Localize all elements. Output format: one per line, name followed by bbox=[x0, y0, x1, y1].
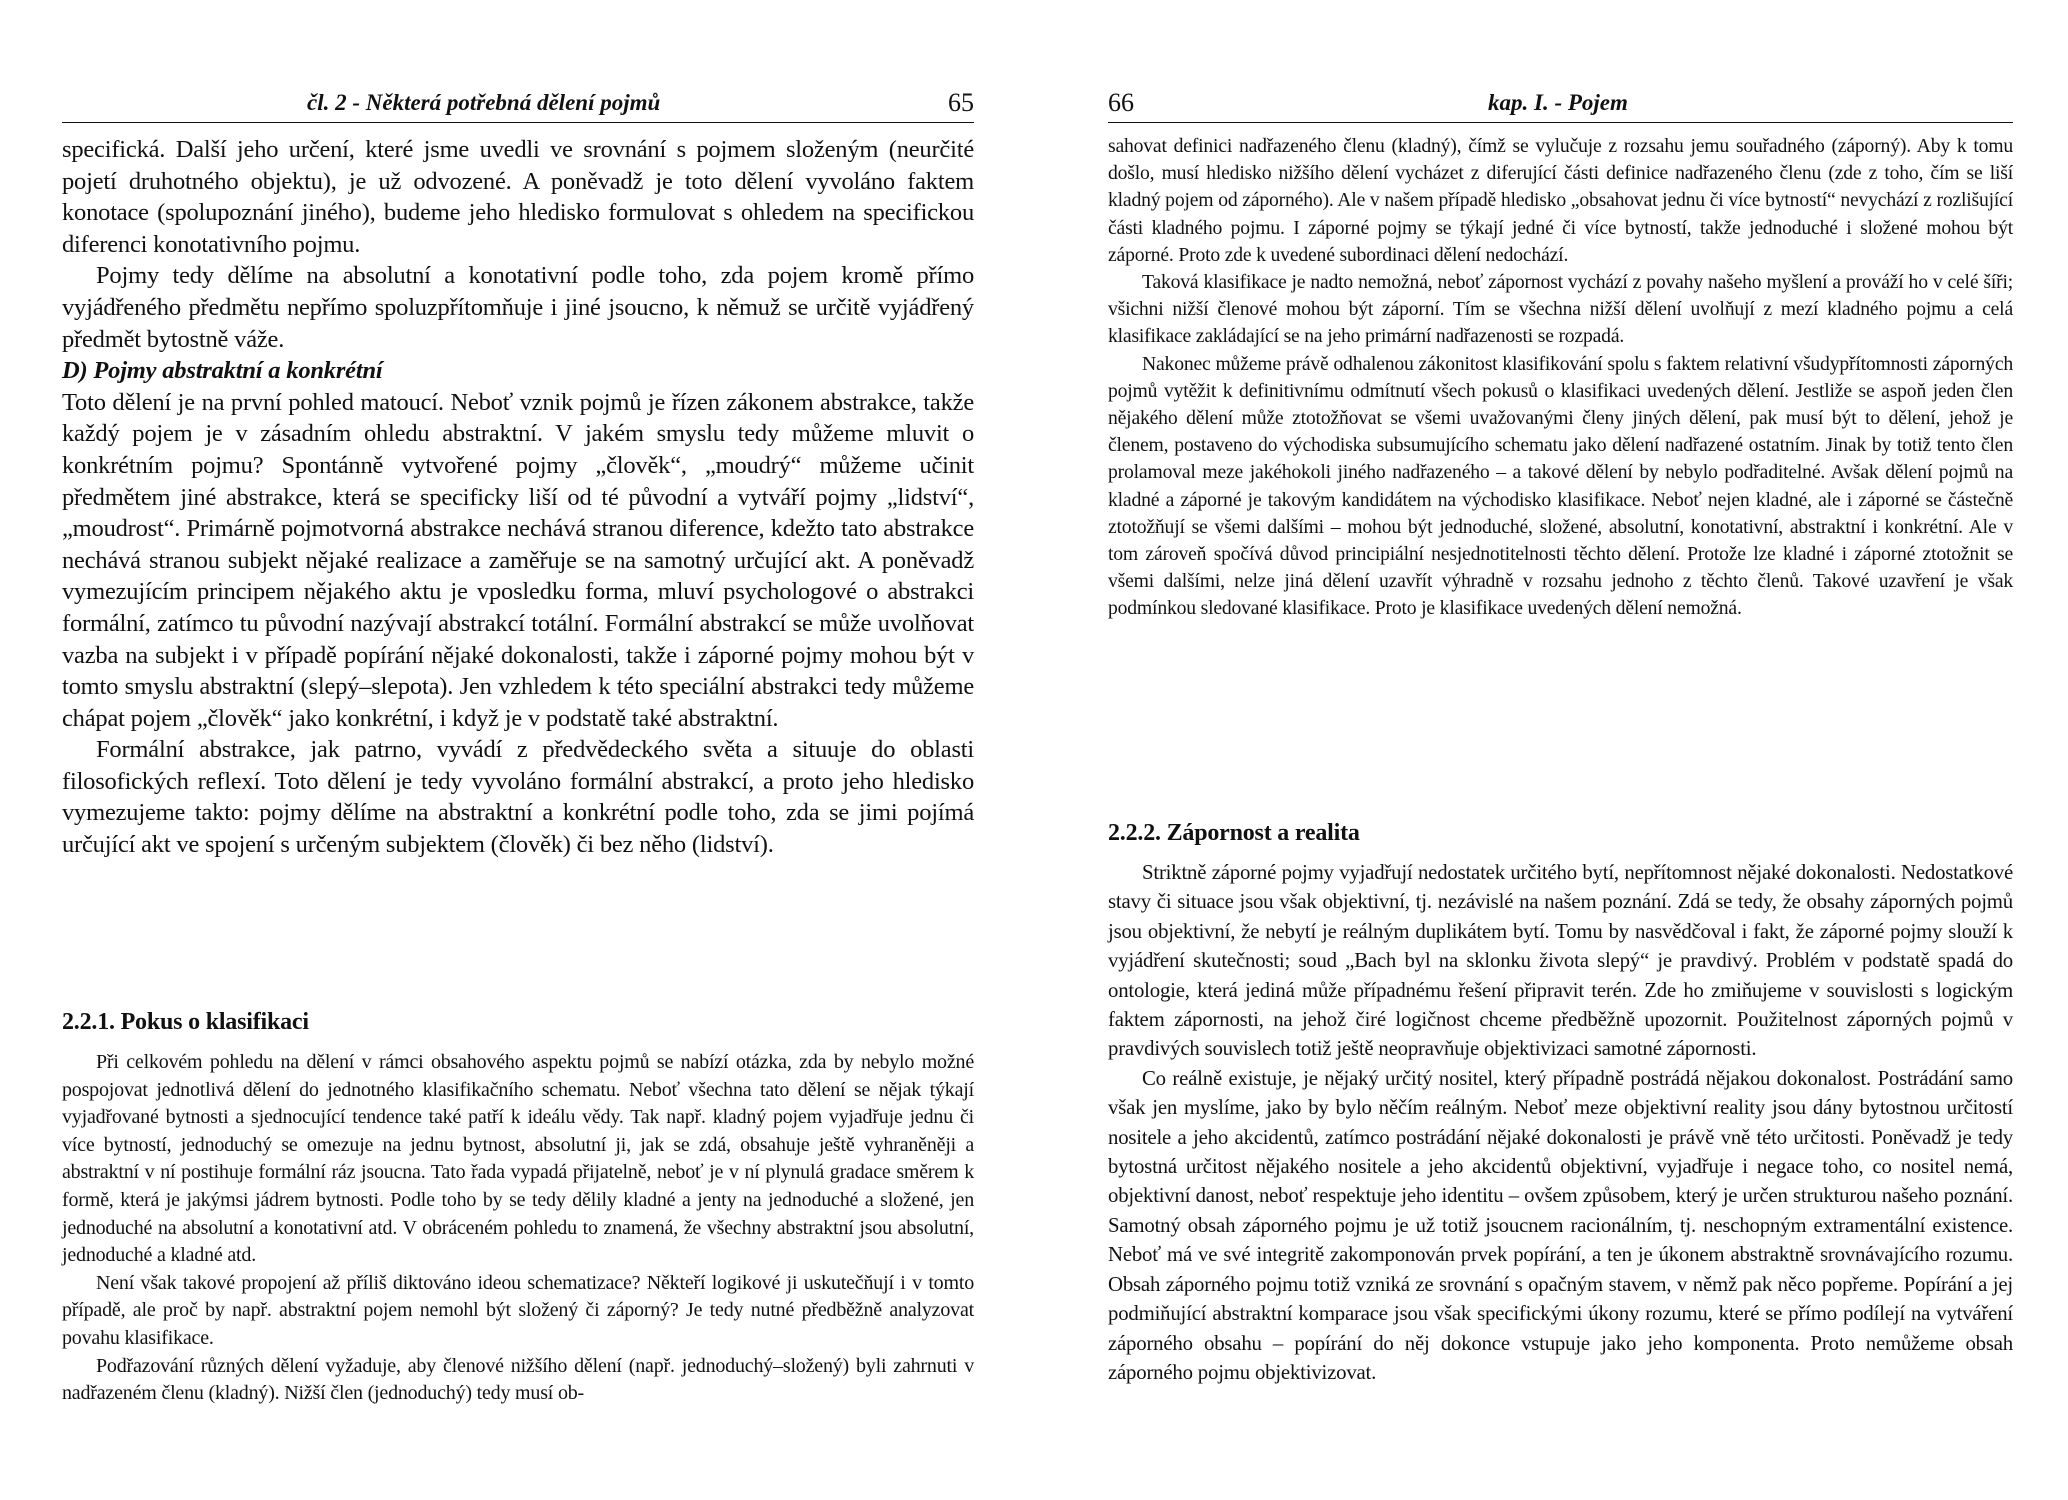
left-section bbox=[62, 1009, 974, 1036]
running-head-title: kap. I. - Pojem bbox=[1488, 90, 1628, 115]
running-head-title: čl. 2 - Některá potřebná dělení pojmů bbox=[307, 90, 661, 115]
left-body-main bbox=[62, 134, 974, 861]
paragraph: Taková klasifikace je nadto nemožná, neboť zápornost vychází z povahy našeho myšlení a prováží ho v celé šíři; všichni nižší členové mohou být záporní. Tím se všechna nižší dělení uvolňují z mezí kladného pojmu a celá klasifikace zakládající se na jeho primární nadřazenosti se rozpadá. bbox=[1108, 271, 2013, 348]
left-body-section bbox=[62, 1049, 974, 1408]
right-page-header bbox=[1108, 78, 2013, 123]
paragraph: specifická. Další jeho určení, které jsme uvedli ve srovnání s pojmem složeným (neurčité pojetí druhotného objektu), je už odvozené. A poněvadž je toto dělení vyvoláno faktem konotace (spolupoznání jiného), budeme jeho hledisko formulovat s ohledem na specifickou diferenci konotativního pojmu. bbox=[62, 136, 974, 258]
page-number: 65 bbox=[948, 88, 974, 117]
page-number: 66 bbox=[1108, 88, 1134, 117]
right-body-main bbox=[1108, 133, 2013, 623]
right-body-section bbox=[1108, 858, 2013, 1387]
right-section bbox=[1108, 820, 2013, 847]
paragraph: Nakonec můžeme právě odhalenou zákonitost klasifikování spolu s faktem relativní všudypřítomnosti záporných pojmů vytěžit k definitivnímu odmítnutí všech pokusů o klasifikaci uvedených dělení. Jestliže se aspoň jeden člen nějakého dělení může ztotožňovat se všemi uvažovanými členy jiných dělení, pak musí být to dělení, jehož je členem, postaveno do východiska subsumujícího schematu jako dělení nadřazené ostatním. Jinak by totiž tento člen prolamoval meze jakéhokoli jiného nadřazeného – a takové dělení by nebylo podřaditelné. Avšak dělení pojmů na kladné a záporné je takovým kandidátem na východisko klasifikace. Neboť nejen kladné, ale i záporné se částečně ztotožňují se všemi dalšími – mohou být jednoduché, složené, absolutní, konotativní, abstraktní i konkrétní. Ale v tom zároveň spočívá důvod principiální nesjednotitelnosti těchto dělení. Protože lze kladné i záporné ztotožnit se všemi dalšími, nelze jiná dělení uzavřít výhradně v rozsahu jednoho z těchto členů. Takové uzavření je však podmínkou sledované klasifikace. Proto je klasifikace uvedených dělení nemožná. bbox=[1108, 352, 2013, 620]
paragraph: Toto dělení je na první pohled matoucí. Neboť vznik pojmů je řízen zákonem abstrakce, takže každý pojem je v zásadním ohledu abstraktní. V jakém smyslu tedy můžeme mluvit o konkrétním pojmu? Spontánně vytvořené pojmy „člověk“, „moudrý“ můžeme učinit předmětem jiné abstrakce, která se specificky liší od té původní a vytváří pojmy „lidství“, „moudrost“. Primárně pojmotvorná abstrakce nechává stranou diference, kdežto tato abstrakce nechává stranou subjekt nějaké realizace a zaměřuje se na samotný určující akt. A poněvadž vymezujícím principem nějakého aktu je vposledku forma, mluví psychologové o abstrakci formální, zatímco tu původní nazývají abstrakcí totální. Formální abstrakcí se může uvolňovat vazba na subjekt i v případě popírání nějaké dokonalosti, takže i záporné pojmy mohou být v tomto smyslu abstraktní (slepý–slepota). Jen vzhledem k této speciální abstrakci tedy můžeme chápat pojem „člověk“ jako konkrétní, i když je v podstatě také abstraktní. bbox=[62, 388, 974, 732]
paragraph: Co reálně existuje, je nějaký určitý nositel, který případně postrádá nějakou dokonalost. Postrádání samo však jen myslíme, jako by bylo něčím reálným. Neboť meze objektivní reality jsou dány bytostnou určitostí nositele a jeho akcidentů, zatímco postrádání nějaké dokonalosti je právě vně této určitosti. Poněvadž je tedy bytostná určitost nějakého nositele a jeho akcidentů objektivní, vyjadřuje i negace toho, co nositel nemá, objektivní danost, neboť respektuje jeho identitu – ovšem způsobem, který je určen strukturou našeho poznání. Samotný obsah záporného pojmu je už totiž jsoucnem racionálním, tj. neschopným extramentální existence. Neboť má ve své integritě zakomponován prvek popírání, a ten je úkonem abstraktně srovnávajícího rozumu. Obsah záporného pojmu totiž vzniká ze srovnání s opačným stavem, v němž pak něco popřeme. Popírání a jej podmiňující abstraktní komparace jsou však specifickými úkony rozumu, které se přímo podílejí na vytváření záporného obsahu – popírání do něj dokonce vstupuje jako jeho komponenta. Proto nemůžeme obsah záporného pojmu objektivizovat. bbox=[1108, 1066, 2013, 1384]
left-page-header bbox=[62, 78, 974, 123]
section-heading: 2.2.2. Zápornost a realita bbox=[1108, 820, 1360, 846]
subsection-title: D) Pojmy abstraktní a konkrétní bbox=[62, 357, 383, 385]
paragraph: Při celkovém pohledu na dělení v rámci obsahového aspektu pojmů se nabízí otázka, zda by nebylo možné pospojovat jednotlivá dělení do jednotného klasifikačního schematu. Neboť všechna tato dělení se nějak týkají vyjadřované bytnosti a sjednocující tendence také patří k ideálu vědy. Tak např. kladný pojem vyjadřuje jednu či více bytností, jednoduchý se omezuje na jednu bytnost, absolutní ji, jak se zdá, obsahuje ještě vyhraněněji a abstraktní v ní postihuje formální ráz jsoucna. Tato řada vypadá přijatelně, neboť je v ní plynulá gradace směrem k formě, která je jakýmsi jádrem bytnosti. Podle toho by se tedy dělily kladné a jenty na jednoduché a složené, jen jednoduché na absolutní a konotativní atd. V obráceném pohledu to znamená, že všechny abstraktní jsou absolutní, jednoduché a kladné atd. bbox=[62, 1051, 974, 1267]
paragraph: Formální abstrakce, jak patrno, vyvádí z předvědeckého světa a situuje do oblasti filosofických reflexí. Toto dělení je tedy vyvoláno formální abstrakcí, a proto jeho hledisko vymezujeme takto: pojmy dělíme na abstraktní a konkrétní podle toho, zda se jimi pojímá určující akt ve spojení s určeným subjektem (člověk) či bez něho (lidství). bbox=[62, 736, 974, 859]
paragraph: Striktně záporné pojmy vyjadřují nedostatek určitého bytí, nepřítomnost nějaké dokonalosti. Nedostatkové stavy či situace jsou však objektivní, tj. nezávislé na našem poznání. Zdá se tedy, že obsahy záporných pojmů jsou objektivní, že nebytí je reálným duplikátem bytí. Tomu by nasvědčoval i fakt, že záporné pojmy slouží k vyjádření skutečnosti; soud „Bach byl na sklonku života slepý“ je pravdivý. Problém v podstatě spadá do ontologie, která jediná může případnému řešení připravit terén. Zde ho zmiňujeme v souvislosti s logickým faktem zápornosti, na jehož čiré logičnost chceme předběžně upozornit. Použitelnost záporných pojmů v pravdivých souvislech totiž ještě neopravňuje objektivizaci samotné zápornosti. bbox=[1108, 861, 2013, 1061]
paragraph: Podřazování různých dělení vyžaduje, aby členové nižšího dělení (např. jednoduchý–složený) byli zahrnuti v nadřazeném členu (kladný). Nižší člen (jednoduchý) tedy musí ob- bbox=[62, 1354, 974, 1405]
paragraph: Není však takové propojení až příliš diktováno ideou schematizace? Někteří logikové ji uskutečňují i v tomto případě, ale proč by např. abstraktní pojem nemohl být složený či záporný? Je tedy nutné předběžně analyzovat povahu klasifikace. bbox=[62, 1271, 974, 1349]
paragraph: sahovat definici nadřazeného členu (kladný), čímž se vylučuje z rozsahu jemu souřadného (záporný). Aby k tomu došlo, musí hledisko nižšího dělení vycházet z diferující části definice nadřazeného členu (zde z toho, čím se liší kladný pojem od záporného). Ale v našem případě hledisko „obsahovat jednu či více bytností“ nevychází z rozlišující části kladného pojmu. I záporné pojmy se týkají jedné či více bytností, takže jednoduché i složené mohou být záporné. Proto zde k uvedené subordinaci dělení nedochází. bbox=[1108, 135, 2013, 266]
section-heading: 2.2.1. Pokus o klasifikaci bbox=[62, 1009, 309, 1035]
paragraph: Pojmy tedy dělíme na absolutní a konotativní podle toho, zda pojem kromě přímo vyjádřeného předmětu nepřímo spoluzpřítomňuje i jiné jsoucno, k němuž se určitě vyjádřený předmět bytostně váže. bbox=[62, 262, 974, 353]
